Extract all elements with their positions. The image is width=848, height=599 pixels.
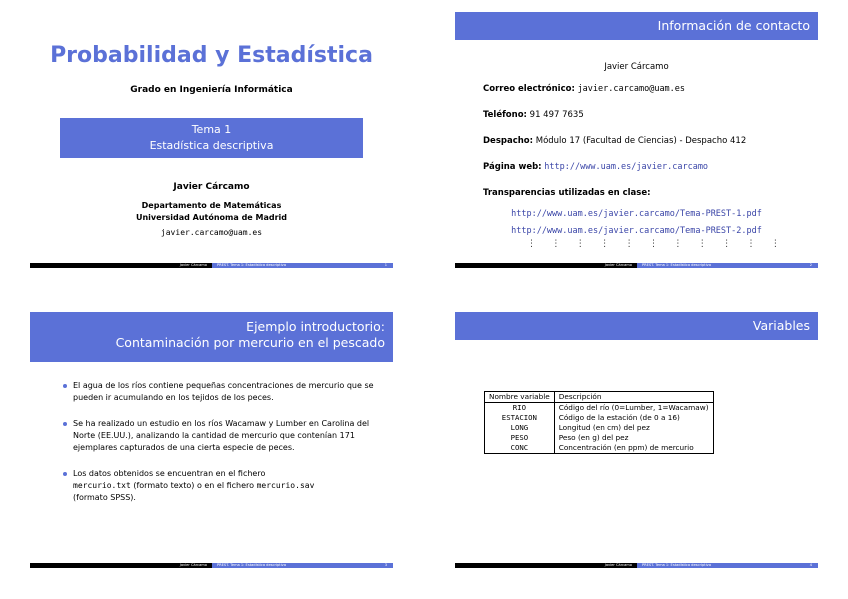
list-item: Los datos obtenidos se encuentran en el fichero mercurio.txt (formato texto) o en el fichero mercurio.sav (formato SPSS).: [63, 468, 383, 504]
table-row: LONG Longitud (en cm) del pez: [485, 423, 714, 433]
department: Departamento de Matemáticas: [141, 201, 282, 210]
slides-link-2[interactable]: http://www.uam.es/javier.carcamo/Tema-PREST-2.pdf: [511, 226, 762, 236]
author-name: Javier Cárcamo: [173, 182, 250, 192]
footer-page-number: 3: [384, 563, 387, 567]
author-email: javier.carcamo@uam.es: [160, 228, 263, 237]
file-name: mercurio.txt: [73, 481, 131, 490]
vertical-ellipsis-row: ⋮ ⋮ ⋮ ⋮ ⋮ ⋮ ⋮ ⋮ ⋮ ⋮ ⋮: [527, 239, 780, 249]
web-line: Página web: http://www.uam.es/javier.carcamo: [483, 162, 709, 172]
slide-3: [30, 312, 393, 568]
frame-title: Información de contacto: [455, 12, 818, 40]
footer-author: Javier Cárcamo: [604, 563, 632, 567]
table-row: ESTACION Código de la estación (de 0 a 16): [485, 413, 714, 423]
table-row: PESO Peso (en g) del pez: [485, 433, 714, 443]
email-line: Correo electrónico: javier.carcamo@uam.es: [483, 84, 686, 94]
footer-course: PREST. Tema 1: Estadística descriptiva: [217, 563, 287, 567]
footer-page-number: 2: [809, 263, 812, 267]
office-line: Despacho: Módulo 17 (Facultad de Ciencias) - Despacho 412: [483, 136, 747, 146]
column-header-name: Nombre variable: [485, 392, 555, 403]
slide-footer: [30, 263, 393, 268]
slide-4: [455, 312, 818, 568]
footer-course: PREST. Tema 1: Estadística descriptiva: [642, 263, 712, 267]
table-header-row: [485, 392, 714, 403]
slide-footer: [30, 563, 393, 568]
footer-course: PREST. Tema 1: Estadística descriptiva: [642, 563, 712, 567]
contact-name: Javier Cárcamo: [604, 62, 669, 72]
footer-page-number: 4: [809, 563, 812, 567]
slides-link-1[interactable]: http://www.uam.es/javier.carcamo/Tema-PREST-1.pdf: [511, 209, 762, 219]
web-link[interactable]: http://www.uam.es/javier.carcamo: [544, 162, 709, 172]
list-item: Se ha realizado un estudio en los ríos Wacamaw y Lumber en Carolina del Norte (EE.UU.), analizando la cantidad de mercurio que contenían 171 ejemplares capturados de una cierta especie de peces.: [63, 418, 383, 454]
slide-footer: [455, 263, 818, 268]
slide-2: [455, 12, 818, 268]
email-value: javier.carcamo@uam.es: [577, 84, 686, 94]
bullet-list: [63, 380, 383, 518]
slide-1: [30, 12, 393, 268]
table-row: CONC Concentración (en ppm) de mercurio: [485, 443, 714, 454]
frame-title: Ejemplo introductorio: Contaminación por mercurio en el pescado: [30, 312, 393, 362]
footer-course: PREST. Tema 1: Estadística descriptiva: [217, 263, 287, 267]
footer-author: Javier Cárcamo: [179, 263, 207, 267]
footer-author: Javier Cárcamo: [179, 563, 207, 567]
topic-box: [60, 118, 363, 158]
bullet-icon: [63, 472, 67, 476]
variables-table: [484, 391, 714, 454]
slides-label: Transparencias utilizadas en clase:: [483, 188, 651, 198]
frame-title: Variables: [455, 312, 818, 340]
column-header-description: Descripción: [554, 392, 713, 403]
presentation-title: Probabilidad y Estadística: [50, 43, 373, 68]
list-item: El agua de los ríos contiene pequeñas concentraciones de mercurio que se pueden ir acumulando en los tejidos de los peces.: [63, 380, 383, 404]
topic-title: Estadística descriptiva: [149, 139, 274, 152]
file-name: mercurio.sav: [256, 481, 315, 490]
table-row: RIO Código del río (0=Lumber, 1=Wacamaw): [485, 403, 714, 414]
footer-author: Javier Cárcamo: [604, 263, 632, 267]
topic-number: Tema 1: [191, 123, 232, 136]
phone-line: Teléfono: 91 497 7635: [483, 110, 584, 120]
office-value: Módulo 17 (Facultad de Ciencias) - Despacho 412: [535, 136, 747, 146]
degree-subtitle: Grado en Ingeniería Informática: [130, 85, 293, 95]
bullet-icon: [63, 422, 67, 426]
phone-value: 91 497 7635: [529, 110, 584, 120]
slide-footer: [455, 563, 818, 568]
bullet-icon: [63, 384, 67, 388]
university: Universidad Autónoma de Madrid: [135, 213, 287, 222]
footer-page-number: 1: [384, 263, 387, 267]
